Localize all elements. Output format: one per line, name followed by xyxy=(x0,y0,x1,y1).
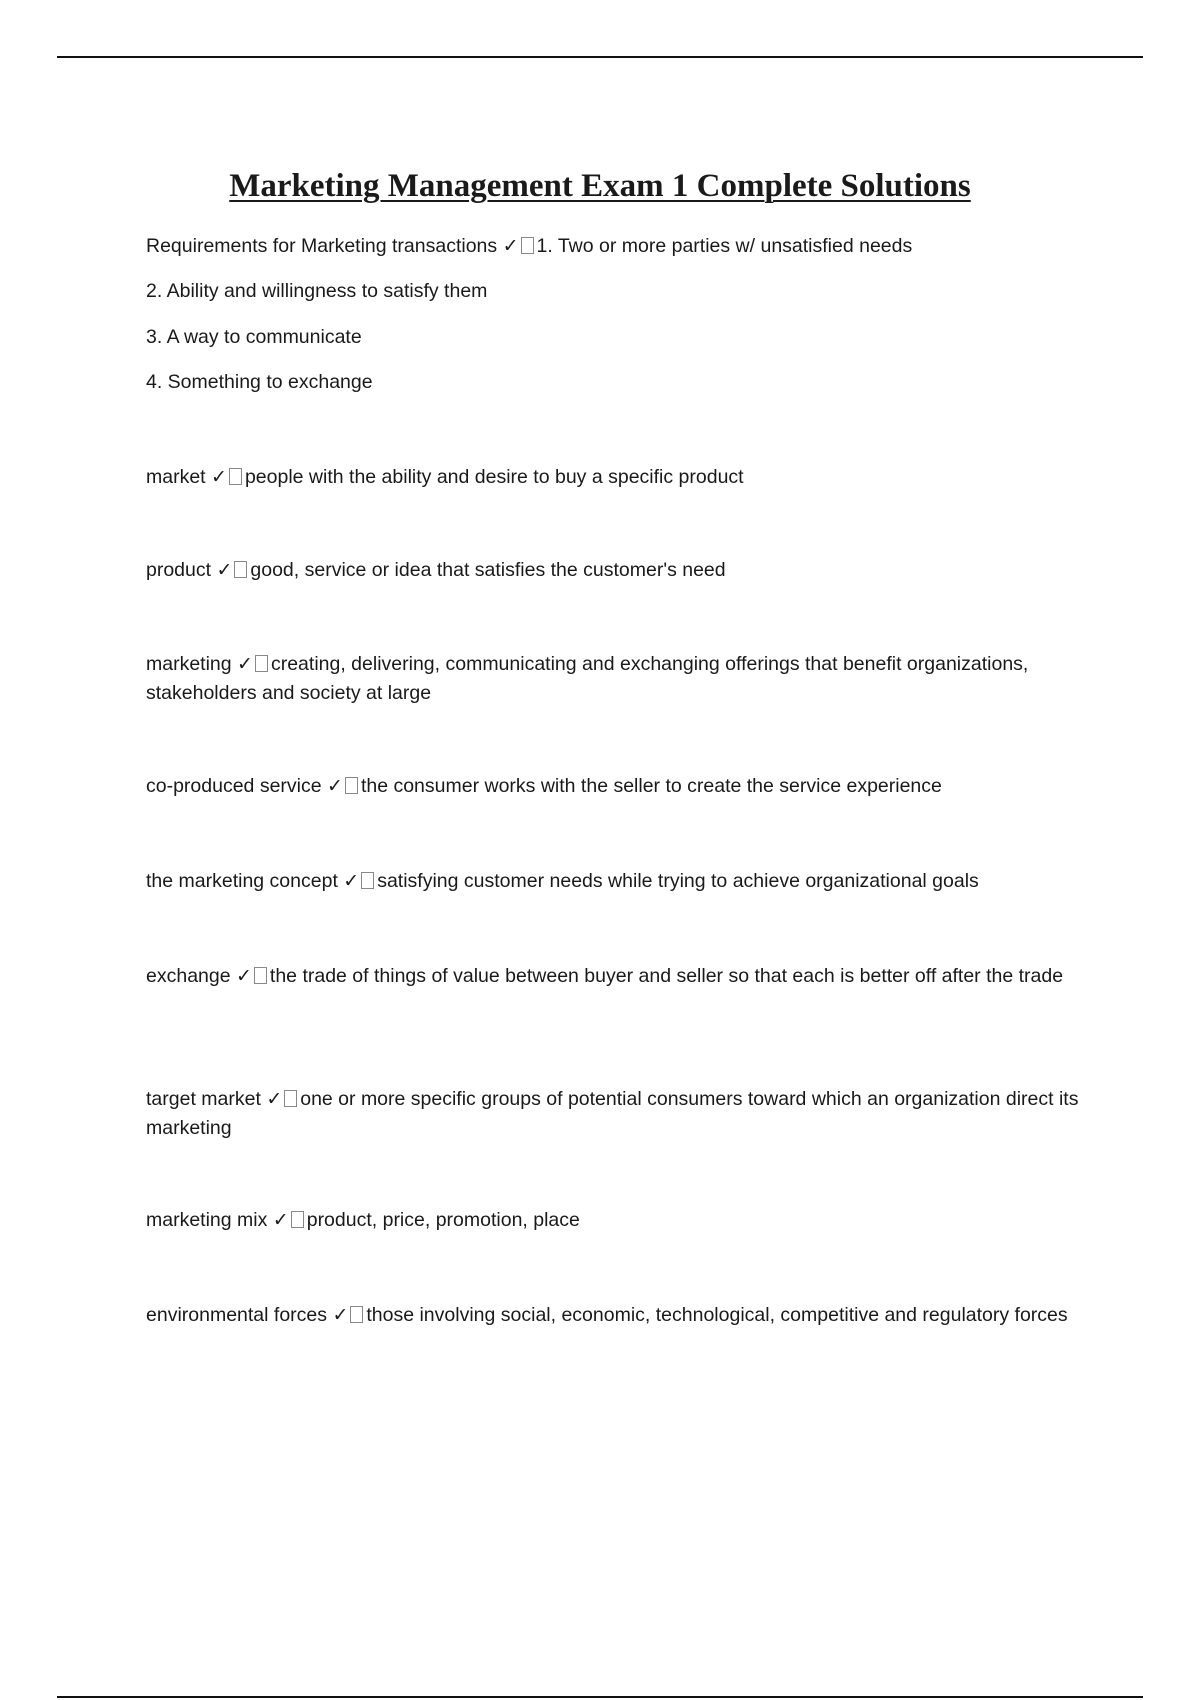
entry-definition: good, service or idea that satisfies the customer's need xyxy=(250,559,726,581)
entry xyxy=(146,556,1086,585)
entry-definition: one or more specific groups of potential consumers toward which an organization direct its marketing xyxy=(146,1088,1079,1139)
entry-term: marketing xyxy=(146,653,232,675)
check-icon: ✓ xyxy=(343,870,360,892)
entry-definition: those involving social, economic, technological, competitive and regulatory forces xyxy=(366,1304,1068,1326)
entry xyxy=(146,772,1086,801)
entry xyxy=(146,463,1086,492)
entry-definition: satisfying customer needs while trying to achieve organizational goals xyxy=(377,870,979,892)
entry-definition: the trade of things of value between buyer and seller so that each is better off after the trade xyxy=(269,965,1064,987)
entry-definition: 1. Two or more parties w/ unsatisfied needs xyxy=(536,235,913,257)
entry xyxy=(146,1085,1086,1143)
intro-item: 2. Ability and willingness to satisfy them xyxy=(146,280,488,302)
entry-term: product xyxy=(146,559,212,581)
entry xyxy=(146,1301,1086,1330)
page-title-text: Marketing Management Exam 1 Complete Solutions xyxy=(229,168,971,204)
box-icon xyxy=(254,967,267,984)
intro-entry xyxy=(146,232,1086,261)
check-icon: ✓ xyxy=(272,1209,289,1231)
box-icon xyxy=(521,237,534,254)
entry xyxy=(146,650,1086,708)
entry xyxy=(146,1206,1086,1235)
check-icon: ✓ xyxy=(332,1304,349,1326)
check-icon: ✓ xyxy=(502,235,519,257)
entry-term: exchange xyxy=(146,965,231,987)
check-icon: ✓ xyxy=(266,1088,283,1110)
entry-definition: people with the ability and desire to buy a specific product xyxy=(244,466,744,488)
check-icon: ✓ xyxy=(236,965,252,987)
entry xyxy=(146,962,1086,991)
intro-item: 4. Something to exchange xyxy=(146,371,373,393)
check-icon: ✓ xyxy=(327,775,343,797)
entry-definition: creating, delivering, communicating and exchanging offerings that benefit organizations, stakeholders and society at large xyxy=(146,653,1029,704)
bottom-rule xyxy=(57,1696,1143,1698)
entry-term: marketing mix xyxy=(146,1209,268,1231)
box-icon xyxy=(345,777,358,794)
entry-term: co-produced service xyxy=(146,775,322,797)
top-rule xyxy=(57,56,1143,58)
entry-term: Requirements for Marketing transactions xyxy=(146,235,498,257)
box-icon xyxy=(361,872,374,889)
box-icon xyxy=(234,561,247,578)
box-icon xyxy=(291,1211,304,1228)
check-icon: ✓ xyxy=(237,653,253,675)
entry-term: the marketing concept xyxy=(146,870,338,892)
box-icon xyxy=(350,1306,363,1323)
entry-definition: the consumer works with the seller to create the service experience xyxy=(360,775,942,797)
box-icon xyxy=(255,655,268,672)
page-title xyxy=(0,166,1200,206)
check-icon: ✓ xyxy=(211,466,227,488)
box-icon xyxy=(229,468,242,485)
check-icon: ✓ xyxy=(216,559,233,581)
entry-definition: product, price, promotion, place xyxy=(306,1209,580,1231)
entry-term: target market xyxy=(146,1088,261,1110)
box-icon xyxy=(284,1090,297,1107)
entry xyxy=(146,867,1086,896)
entry-term: market xyxy=(146,466,206,488)
entry-term: environmental forces xyxy=(146,1304,328,1326)
intro-item: 3. A way to communicate xyxy=(146,326,362,348)
